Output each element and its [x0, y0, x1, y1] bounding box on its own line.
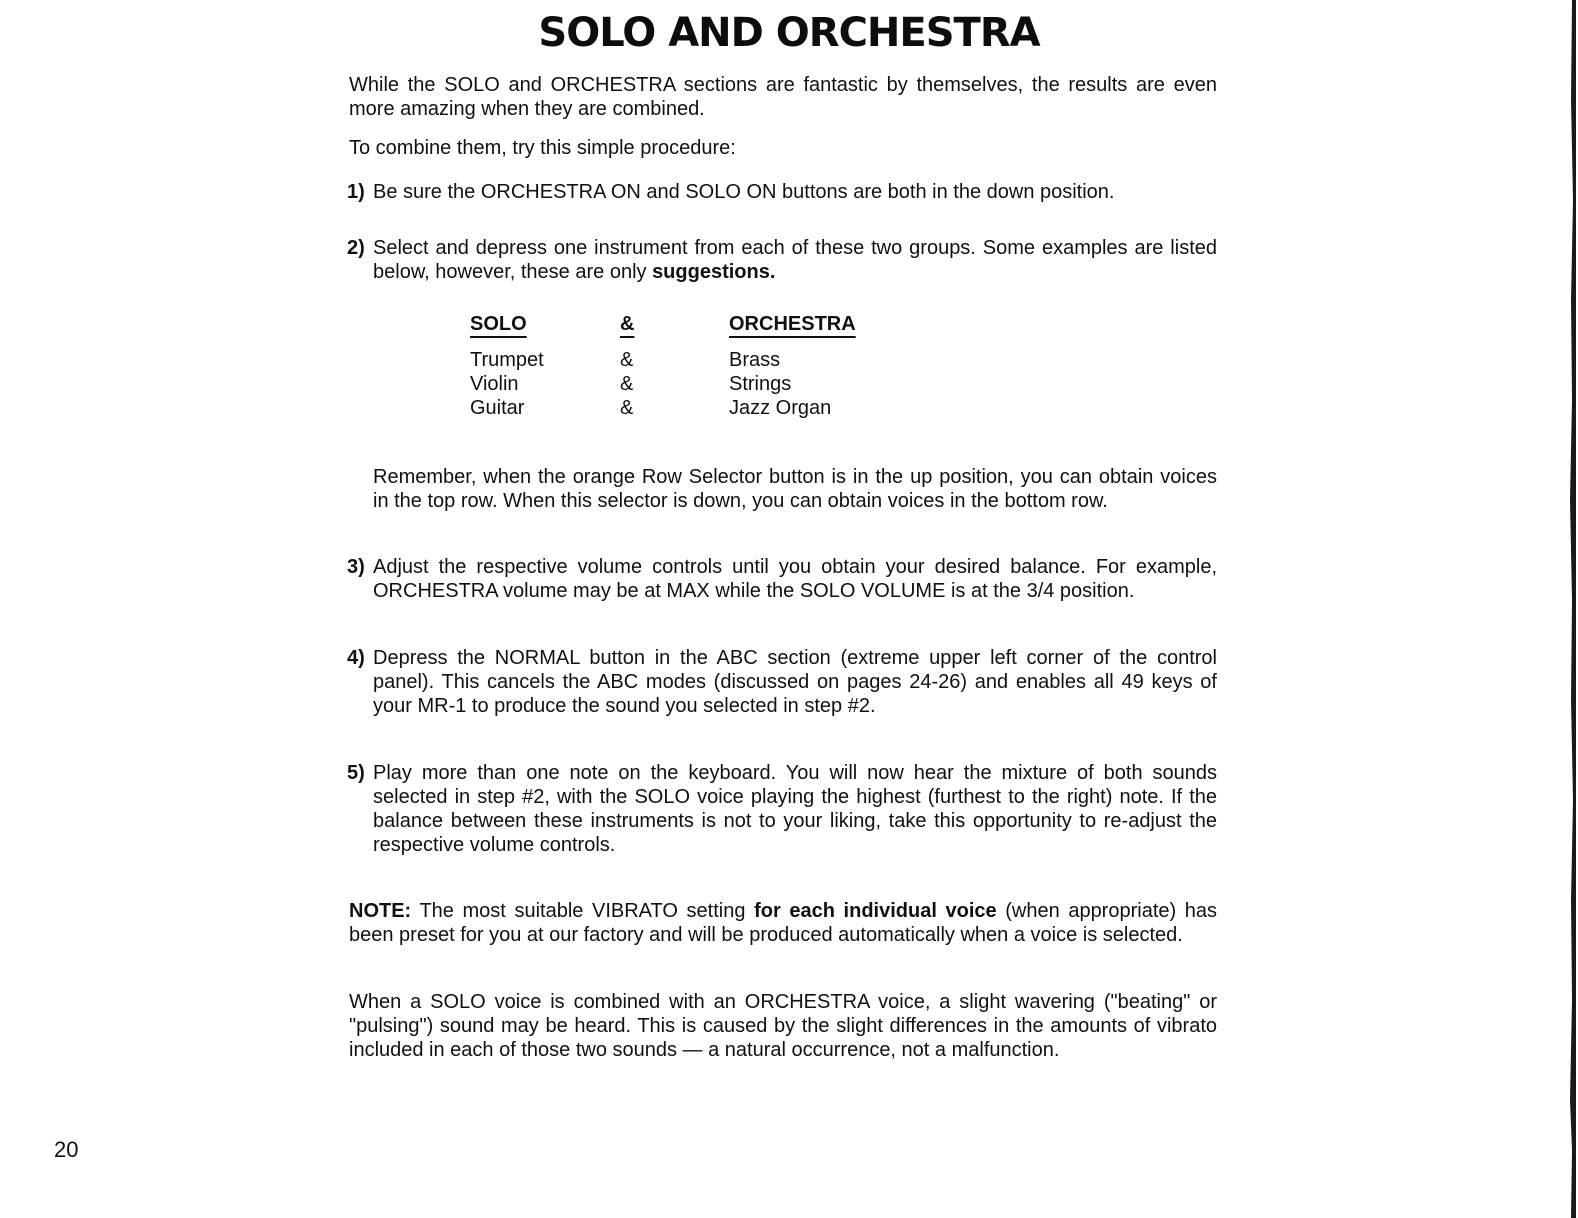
solo-cell: Violin	[470, 373, 519, 395]
intro-instruction: To combine them, try this simple procedure:	[349, 137, 736, 159]
note-label: NOTE:	[349, 900, 412, 922]
page-number: 20	[54, 1137, 79, 1162]
intro-paragraph: While the SOLO and ORCHESTRA sections are fantastic by themselves, the results are even more amazing when they are combined.	[349, 74, 1217, 120]
step-number: 5)	[347, 762, 365, 784]
step-number: 2)	[347, 237, 365, 259]
solo-header: SOLO	[470, 313, 527, 335]
step-4	[347, 646, 1217, 718]
step-text: Select and depress one instrument from each of these two groups. Some examples are listed below, however, these are only suggestions.	[373, 237, 1217, 283]
orchestra-cell: Strings	[729, 373, 792, 395]
suggestions-emphasis: suggestions.	[652, 261, 776, 283]
ampersand-column	[620, 312, 634, 420]
page-edge-shadow	[1564, 0, 1578, 1218]
ampersand-cell: &	[620, 349, 634, 371]
note-emphasis: for each individual voice	[754, 900, 997, 922]
solo-cell: Trumpet	[470, 349, 544, 371]
ampersand-cell: &	[620, 397, 634, 419]
page-title: SOLO AND ORCHESTRA	[538, 10, 1040, 56]
closing-paragraph: When a SOLO voice is combined with an ORCHESTRA voice, a slight wavering ("beating" or "pulsing") sound may be heard. This is caused by the slight differences in the amounts of vibrato included in each of those two sounds — a natural occurrence, not a malfunction.	[349, 991, 1217, 1061]
step-2	[347, 236, 1217, 284]
step-number: 1)	[347, 181, 365, 203]
step-5	[347, 761, 1217, 857]
step-number: 3)	[347, 556, 365, 578]
orchestra-cell: Brass	[729, 349, 781, 371]
ampersand-cell: &	[620, 373, 634, 395]
step-number: 4)	[347, 647, 365, 669]
ampersand-header: &	[620, 313, 635, 335]
step-text: Be sure the ORCHESTRA ON and SOLO ON buttons are both in the down position.	[373, 181, 1115, 203]
step-text: Depress the NORMAL button in the ABC section (extreme upper left corner of the control panel). This cancels the ABC modes (discussed on pages 24-26) and enables all 49 keys of your MR-1 to produce the sound you selected in step #2.	[373, 647, 1217, 717]
step-3	[347, 555, 1217, 603]
orchestra-cell: Jazz Organ	[729, 397, 832, 419]
step-text: Play more than one note on the keyboard. You will now hear the mixture of both sounds selected in step #2, with the SOLO voice playing the highest (furthest to the right) note. If the balance between these instruments is not to your liking, take this opportunity to re-adjust the respective volume controls.	[373, 762, 1217, 856]
step-1	[347, 180, 1217, 204]
note-paragraph: NOTE: The most suitable VIBRATO setting for each individual voice (when appropriate) has been preset for you at our factory and will be produced automatically when a voice is selected.	[349, 900, 1218, 946]
solo-column	[470, 312, 544, 420]
orchestra-column	[729, 312, 856, 420]
solo-cell: Guitar	[470, 397, 525, 419]
orchestra-header: ORCHESTRA	[729, 313, 856, 335]
step-text: Adjust the respective volume controls until you obtain your desired balance. For example, ORCHESTRA volume may be at MAX while the SOLO VOLUME is at the 3/4 position.	[373, 556, 1217, 602]
remember-paragraph: Remember, when the orange Row Selector button is in the up position, you can obtain voices in the top row. When this selector is down, you can obtain voices in the bottom row.	[373, 466, 1217, 512]
